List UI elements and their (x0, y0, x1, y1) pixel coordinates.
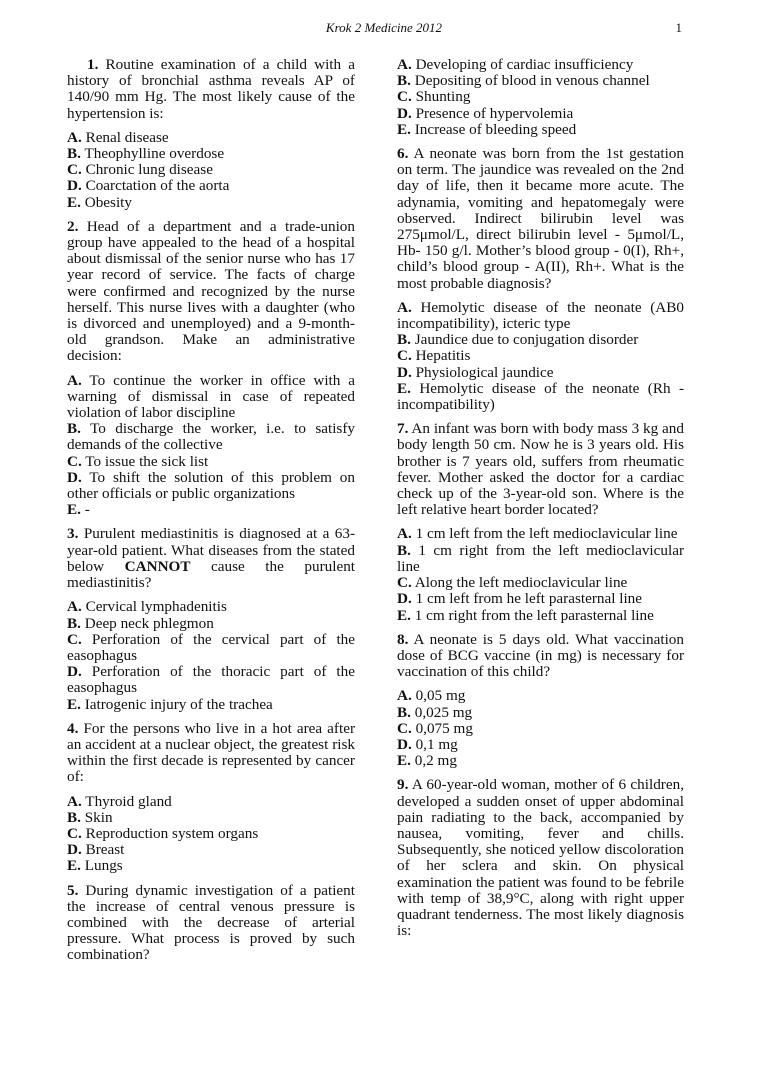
question-text: An infant was born with body mass 3 kg and body length 50 cm. Now he is 3 years old. His brother is 7 years old, suffers from rheumatic fever. Mother asked the doctor for a cardiac check up of the 3-year-old son. Where is the left relative heart border located? (397, 420, 684, 519)
answer-option: A. Thyroid gland (67, 792, 172, 810)
answer-option: D. Coarctation of the aorta (67, 177, 230, 195)
answer-option: B. Depositing of blood in venous channel (397, 72, 650, 90)
question-text: cause the purulent mediastinitis? (67, 557, 356, 592)
answer-option: E. Increase of bleeding speed (397, 120, 577, 138)
answer-option: B. 0,025 mg (397, 703, 473, 721)
answer-option: B. Skin (67, 808, 113, 826)
answer-option: A. To continue the worker in office with a warning of dismissal in case of repeated violation of labor discipline (67, 371, 355, 422)
question-text: Purulent mediastinitis is diagnosed at a 63-year-old patient. What diseases from the stated below (67, 525, 356, 575)
answer-option: A. Developing of cardiac insufficiency (397, 56, 634, 73)
answer-option: C. Hepatitis (397, 347, 471, 365)
answer-option: C. Perforation of the cervical part of the easophagus (67, 630, 355, 664)
question-number: 3. (67, 525, 79, 543)
answer-option: A. Hemolytic disease of the neonate (AB0 incompatibility), icteric type (397, 298, 684, 333)
question-1 (67, 57, 355, 122)
answer-option: E. Hemolytic disease of the neonate (Rh - incompatibility) (397, 379, 685, 414)
question-number: 5. (67, 881, 79, 899)
question-7 (397, 421, 684, 518)
question-4 (67, 721, 355, 786)
answer-options-1 (67, 130, 355, 211)
answer-option: B. Theophylline overdose (67, 145, 225, 163)
question-number: 7. (397, 420, 409, 438)
answer-option: A. 0,05 mg (397, 687, 466, 705)
running-title: Krok 2 Medicine 2012 (325, 20, 443, 35)
answer-options-7 (397, 526, 684, 623)
question-number: 8. (397, 630, 409, 648)
answer-option: B. 1 cm right from the left medioclavicular line (397, 541, 685, 575)
answer-option: C. Shunting (397, 88, 471, 106)
answer-option: B. Deep neck phlegmon (67, 614, 214, 632)
answer-option: D. To shift the solution of this problem on other officials or public organizations (67, 468, 355, 503)
answer-option: E. 0,2 mg (397, 752, 457, 770)
answer-option: E. 1 cm right from the left parasternal line (397, 606, 654, 624)
answer-option: C. To issue the sick list (67, 452, 209, 470)
question-number: 1. (87, 56, 99, 73)
question-number: 2. (67, 217, 79, 235)
answer-option: C. Chronic lung disease (67, 161, 213, 179)
answer-option: D. Breast (67, 841, 125, 859)
page-number: 1 (675, 20, 682, 35)
answer-options-2 (67, 373, 355, 519)
question-text: A 60-year-old woman, mother of 6 children, developed a sudden onset of upper abdominal pain radiating to the back, accompanied by nausea, vomiting, fever and chills. Subsequently, she noticed yellow discoloration of her sclera and skin. On physical examination the patient was found to be febrile with temp of 38,9°C, along with right upper quadrant tenderness. The most likely diagnosis is: (397, 776, 684, 940)
answer-option: C. 0,075 mg (397, 719, 473, 737)
question-6 (397, 146, 684, 292)
question-3 (67, 526, 355, 591)
answer-option: A. 1 cm left from the left medioclavicular line (397, 525, 678, 543)
answer-option: C. Along the left medioclavicular line (397, 574, 628, 592)
answer-option: B. Jaundice due to conjugation disorder (397, 331, 639, 349)
answer-option: E. Obesity (67, 193, 132, 211)
question-2 (67, 219, 355, 365)
left-column (67, 57, 355, 972)
question-number: 9. (397, 776, 409, 794)
question-text: A neonate was born from the 1st gestation on term. The jaundice was revealed on the 2nd day of life, then it became more acute. The adynamia, vomiting and hepatomegaly were observed. Indirect bilirubin level was 275μmol/L, direct bilirubin level - 5μmol/L, Hb- 150 g/l. Mother’s blood group - 0(I), Rh+, child’s blood group - A(II), Rh+. What is the most probable diagnosis? (397, 145, 684, 292)
answer-option: D. 1 cm left from he left parasternal line (397, 590, 643, 608)
question-5 (67, 883, 355, 964)
answer-option: E. Iatrogenic injury of the trachea (67, 695, 273, 713)
right-column (397, 57, 684, 947)
answer-options-5 (397, 57, 684, 138)
answer-option: D. Perforation of the thoracic part of the easophagus (67, 663, 355, 697)
page-header (0, 20, 768, 38)
question-8 (397, 632, 684, 681)
answer-option: D. Physiological jaundice (397, 363, 554, 381)
question-text: During dynamic investigation of a patient the increase of central venous pressure is combined with the decrease of arterial pressure. What process is proved by such combination? (67, 881, 355, 964)
answer-option: A. Cervical lymphadenitis (67, 598, 227, 616)
question-number: 6. (397, 145, 409, 163)
question-text: Routine examination of a child with a history of bronchial asthma reveals AP of 140/90 mm Hg. The most likely cause of the hypertension is: (67, 56, 355, 122)
answer-option: E. - (67, 501, 90, 519)
answer-options-3 (67, 599, 355, 712)
answer-option: C. Reproduction system organs (67, 824, 259, 842)
answer-options-8 (397, 688, 684, 769)
answer-option: E. Lungs (67, 857, 123, 875)
answer-option: B. To discharge the worker, i.e. to satisfy demands of the collective (67, 420, 355, 454)
question-text: Head of a department and a trade-union group have appealed to the head of a hospital about dismissal of the senior nurse who has 17 year record of service. The facts of charge were confirmed and recognized by the nurse herself. This nurse lives with a daughter (who is divorced and unemployed) and a 9-month-old grandson. Make an administrative decision: (67, 217, 355, 365)
question-emphasis: CANNOT (124, 557, 191, 575)
question-text: For the persons who live in a hot area after an accident at a nuclear object, the greatest risk within the first decade is represented by cancer of: (67, 719, 355, 786)
question-text: A neonate is 5 days old. What vaccination dose of BCG vaccine (in mg) is necessary for vaccination of this child? (397, 630, 684, 681)
answer-option: D. 0,1 mg (397, 735, 458, 753)
answer-option: D. Presence of hypervolemia (397, 104, 574, 122)
question-number: 4. (67, 719, 79, 737)
answer-options-4 (67, 794, 355, 875)
answer-options-6 (397, 300, 684, 413)
question-9 (397, 777, 684, 939)
answer-option: A. Renal disease (67, 128, 169, 146)
